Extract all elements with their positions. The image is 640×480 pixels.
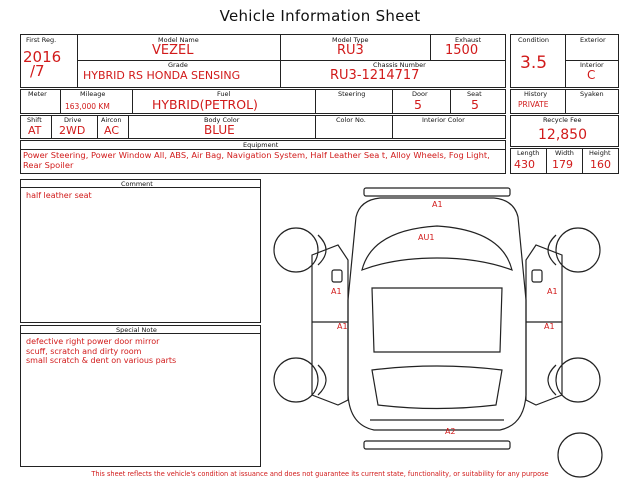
damage-rear: A2 [445,427,456,436]
shift-value: AT [28,124,42,137]
mileage-label: Mileage [80,90,106,98]
comment-value: half leather seat [26,191,92,200]
damage-left-front-door: A1 [331,287,342,296]
interior-color-label: Interior Color [422,116,465,124]
mileage-value: 163,000 KM [65,102,110,111]
damage-right-rear-door: A1 [544,322,555,331]
door-value: 5 [414,97,422,112]
grade-label: Grade [168,61,188,69]
exhaust-value: 1500 [445,43,479,58]
history-value: PRIVATE [518,100,549,109]
seat-label: Seat [467,90,482,98]
model-name-label: Model Name [158,36,199,44]
body-color-label: Body Color [204,116,240,124]
fuel-label: Fuel [217,90,231,98]
special-note-label: Special Note [116,326,157,334]
drive-label: Drive [64,116,82,124]
first-reg-label: First Reg. [26,36,57,44]
first-reg-year: 2016 [23,48,62,66]
damage-left-rear-door: A1 [337,322,348,331]
aircon-label: Aircon [101,116,122,124]
damage-front: A1 [432,200,443,209]
condition-label: Condition [518,36,550,44]
shift-label: Shift [27,116,42,124]
height-value: 160 [590,158,611,171]
drive-value: 2WD [59,124,86,137]
width-label: Width [555,149,574,157]
height-label: Height [589,149,611,157]
length-value: 430 [514,158,535,171]
recycle-fee-value: 12,850 [538,127,587,143]
damage-hood: AU1 [418,233,435,242]
interior-label: Interior [580,61,604,69]
exterior-label: Exterior [580,36,606,44]
damage-right-front-door: A1 [547,287,558,296]
special-note-value: defective right power door mirror scuff, scratch and dirty room small scratch & dent on various parts [26,337,177,365]
chassis-number-label: Chassis Number [373,61,426,69]
door-label: Door [412,90,428,98]
first-reg-month: /7 [30,62,45,80]
syaken-label: Syaken [580,90,604,98]
history-label: History [524,90,548,98]
sheet-title: Vehicle Information Sheet [219,7,421,25]
disclaimer-footer: This sheet reflects the vehicle's condition at issuance and does not guarantee its current state, functionality, or suitability for any purpose [91,470,549,478]
aircon-value: AC [104,124,120,137]
equipment-value: Power Steering, Power Window All, ABS, Air Bag, Navigation System, Half Leather Sea t, Alloy Wheels, Fog Light, Rear Spoiler [23,150,490,170]
recycle-fee-label: Recycle Fee [543,116,582,124]
model-name-value: VEZEL [152,43,194,58]
color-no-label: Color No. [336,116,366,124]
meter-label: Meter [28,90,47,98]
exhaust-label: Exhaust [455,36,482,44]
comment-label: Comment [121,180,153,188]
chassis-number-value: RU3-1214717 [330,68,420,83]
fuel-value: HYBRID(PETROL) [152,97,258,112]
model-type-label: Model Type [332,36,369,44]
seat-value: 5 [471,97,479,112]
steering-label: Steering [338,90,366,98]
body-color-value: BLUE [204,123,235,137]
interior-value: C [587,68,596,82]
equipment-label: Equipment [243,141,279,149]
width-value: 179 [552,158,573,171]
model-type-value: RU3 [337,43,364,58]
grade-value: HYBRID RS HONDA SENSING [83,69,241,82]
condition-value: 3.5 [520,53,548,73]
length-label: Length [517,149,540,157]
